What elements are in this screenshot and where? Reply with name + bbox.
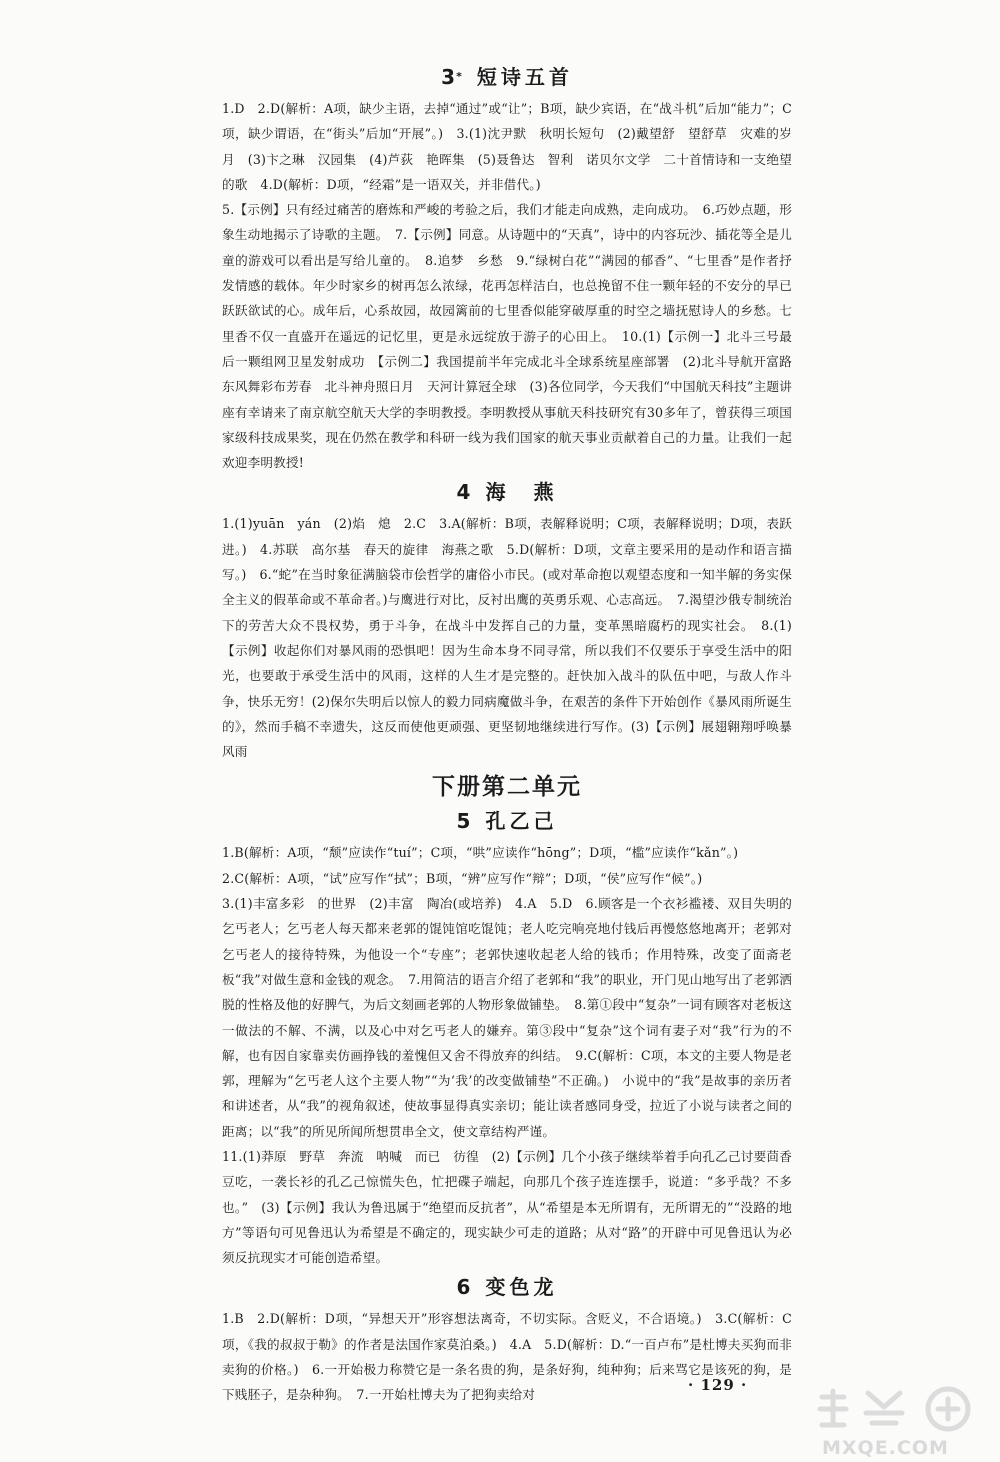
section-5-answers-3: 3.(1)丰富多彩 的世界 (2)丰富 陶冶(或培养) 4.A 5.D 6.顾客是一个衣衫褴褛、双目失明的乞丐老人；乞丐老人每天都来老郭的馄饨馆吃馄饨；老人吃完响亮地付钱后再慢悠悠地离开；老郭对乞丐老人的接待特殊，为他设一个“专座”；老郭快速收起老人给的钱币；作用特殊，改变了面斋老板“我”对做生意和金钱的观念。 7.用简洁的语言介绍了老郭和“我”的职业，开门见山地写出了老郭洒脱的性格及他的好脾气，为后文刻画老郭的人物形象做铺垫。 8.第①段中“复杂”一词有顾客对老板这一做法的不解、不满，以及心中对乞丐老人的嫌弃。第③段中“复杂”这个词有妻子对“我”行为的不解，也有因自家靠卖仿画挣钱的羞愧但又舍不得放弃的纠结。 9.C(解析：C项，本文的主要人物是老郭，理解为“乞丐老人这个主要人物”“为‘我’的改变做铺垫”不正确。) 小说中的“我”是故事的亲历者和讲述者，从“我”的视角叙述，使故事显得真实亲切；能让读者感同身受，拉近了小说与读者之间的距离；以“我”的所见所闻所想贯串全文，使文章结构严谨。 [222, 896, 793, 1139]
section-3-answers-1: 1.D 2.D(解析：A项，缺少主语，去掉“通过”或“让”；B项，缺少宾语，在“战斗机”后加“能力”；C项，缺少谓语，在“街头”后加“开展”。) 3.(1)沈尹默 秋明长短句 (2)戴望舒 望舒草 灾难的岁月 (3)卞之琳 汉园集 (4)芦荻 艳晖集 (5)聂鲁达 智利 诺贝尔文学 二十首情诗和一支绝望的歌 4.D(解析：D项，“经霜”是一语双关，并非借代。) [222, 101, 792, 192]
section-4-number: 4 [456, 480, 472, 505]
section-5-answers-1: 1.B(解析：A项，“颓”应读作“tuí”；C项，“哄”应读作“hōng”；D项，“槛”应读作“kǎn”。) [222, 845, 739, 861]
section-5-answers-2: 2.C(解析：A项，“试”应写作“拭”；B项，“辨”应写作“辩”；D项，“侯”应写作“候”。) [222, 870, 703, 886]
section-3-answers-2: 5.【示例】只有经过痛苦的磨炼和严峻的考验之后，我们才能走向成熟，走向成功。 6.巧妙点题，形象生动地揭示了诗歌的主题。 7.【示例】同意。从诗题中的“天真”，诗中的内容玩沙、插花等全是儿童的游戏可以看出是写给儿童的。 8.追梦 乡愁 9.“绿树白花”“满园的郁香”、“七里香”是作者抒发情感的载体。年少时家乡的树再怎么浓绿，花再怎样洁白，也总挽留不住一颗年轻的不安分的早已跃跃欲试的心。成年后，心系故园，故园篱前的七里香似能穿破厚重的时空之墙抚慰诗人的乡愁。七里香不仅一直盛开在遥远的记忆里，更是永远绽放于游子的心田上。 10.(1)【示例一】北斗三号最后一颗组网卫星发射成功 【示例二】我国提前半年完成北斗全球系统星座部署 (2)北斗导航开富路 东风舞彩布芳春 北斗神舟照日月 天河计算冠全球 (3)各位同学，今天我们“中国航天科技”主题讲座有幸请来了南京航空航天大学的李明教授。李明教授从事航天科技研究有30多年了，曾获得三项国家级科技成果奖，现在仍然在教学和科研一线为我们国家的航天事业贡献着自己的力量。让我们一起欢迎李明教授! [222, 202, 805, 471]
section-5-number: 5 [456, 809, 472, 834]
section-4-title: 4 海 燕 [456, 480, 558, 505]
section-3-number: 3* [441, 65, 463, 89]
section-4-answers: 1.(1)yuān yán (2)焰 熄 2.C 3.A(解析：B项，表解释说明；C项，表解释说明；D项，表跃进。) 4.苏联 高尔基 春天的旋律 海燕之歌 5.D(解析：D项，文章主要采用的是动作和语言描写。) 6.“蛇”在当时象征满脑袋市侩哲学的庸俗小市民。(或对革命抱以观望态度和一知半解的务实保全主义的假革命或不革命者。)与鹰进行对比，反衬出鹰的英勇乐观、心志高远。 7.渴望沙俄专制统治下的劳苦大众不畏权势，勇于斗争，在战斗中发挥自己的力量，变革黑暗腐朽的现实社会。 8.(1)【示例】收起你们对暴风雨的恐惧吧！因为生命本身不同寻常，所以我们不仅要乐于享受生活中的阳光，也要敢于承受生活中的风雨，这样的人生才是完整的。赶快加入战斗的队伍中吧，与敌人作斗争，快乐无穷！(2)保尔失明后以惊人的毅力同病魔做斗争，在艰苦的条件下开始创作《暴风雨所诞生的》，然而手稿不幸遗失，这反而使他更顽强、更坚韧地继续进行写作。(3)【示例】展翅翱翔呼唤暴风雨 [222, 516, 792, 760]
section-6-title: 6 变色龙 [456, 1275, 558, 1300]
page-content [222, 60, 805, 1408]
section-6-answers: 1.B 2.D(解析：D项，“异想天开”形容想法离奇，不切实际。含贬义，不合语境。) 3.C(解析：C项，《我的叔叔于勒》的作者是法国作家莫泊桑。) 4.A 5.D(解析：D.“一百卢布”是杜博夫买狗而非卖狗的价格。) 6.一开始极力称赞它是一条名贵的狗，是条好狗，纯种狗；后来骂它是该死的狗，是下贱胚子，是杂种狗。 7.一开始杜博夫为了把狗卖给对 [222, 1311, 792, 1403]
section-6-number: 6 [456, 1275, 472, 1300]
watermark-url: MXQE.COM [822, 1437, 949, 1459]
page-number: · 129 · [688, 1376, 748, 1394]
unit-title: 下册第二单元 [432, 774, 582, 801]
section-5-title: 5 孔乙己 [456, 809, 558, 834]
section-5-answers-4: 11.(1)莽原 野草 奔流 呐喊 而已 彷徨 (2)【示例】几个小孩子继续举着手向孔乙己讨要茴香豆吃，一袭长衫的孔乙己惊慌失色，忙把碟子端起，向那几个孩子连连摆手，说道：“多乎哉？不多也。” (3)【示例】我认为鲁迅属于“绝望而反抗者”，从“希望是本无所谓有，无所谓无的”“没路的地方”等语句可见鲁迅认为希望是不确定的，现实缺少可走的道路；从对“路”的开辟中可见鲁迅认为必须反抗现实才可能创造希望。 [222, 1148, 792, 1266]
section-3-title: 3* 短诗五首 [441, 65, 573, 89]
